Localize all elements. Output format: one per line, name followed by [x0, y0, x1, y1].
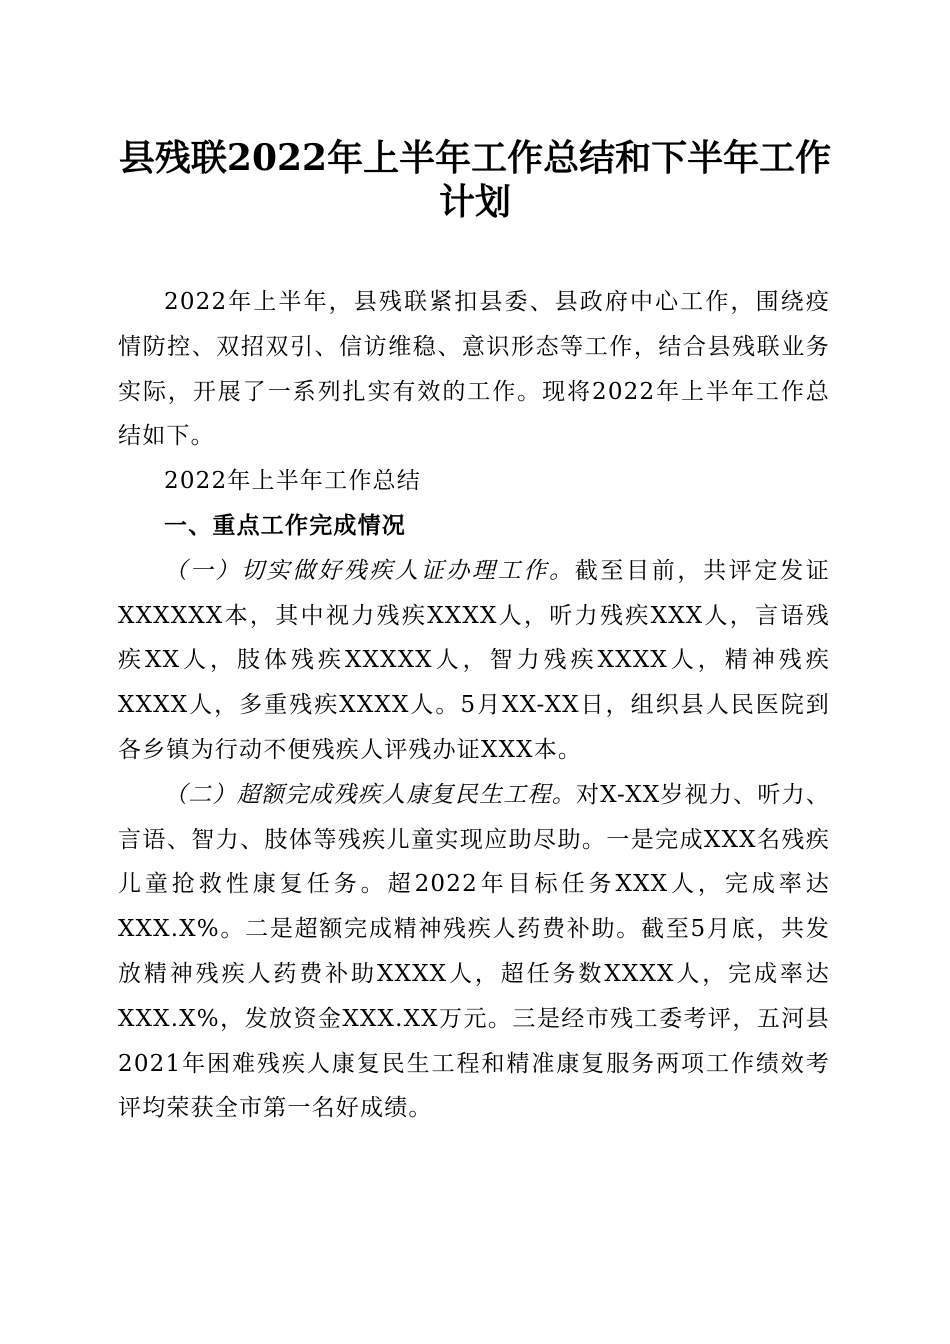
item-1-paragraph [118, 549, 830, 773]
title-line-1: 县残联2022年上半年工作总结和下半年工作 [118, 137, 832, 179]
title-line-2: 计划 [438, 181, 511, 223]
item-1-heading: （一）切实做好残疾人证办理工作。 [164, 557, 575, 584]
item-1-text: 截至目前，共评定发证XXXXXX本，其中视力残疾XXXX人，听力残疾XXX人，言语残疾XX人，肢体残疾XXXXX人，智力残疾XXXX人，精神残疾XXXX人，多重残疾XXXX人。5月XX-XX日，组织县人民医院到各乡镇为行动不便残疾人评残办证XXX本。 [118, 557, 830, 763]
item-2-text: 对X-XX岁视力、听力、言语、智力、肢体等残疾儿童实现应助尽助。一是完成XXX名残疾儿童抢救性康复任务。超2022年目标任务XXX人，完成率达XXX.X%。二是超额完成精神残疾人药费补助。截至5月底，共发放精神残疾人药费补助XXXX人，超任务数XXXX人，完成率达XXX.X%，发放资金XXX.XX万元。三是经市残工委考评，五河县2021年困难残疾人康复民生工程和精准康复服务两项工作绩效考评均荣获全市第一名好成绩。 [118, 781, 831, 1122]
section-1-heading: 一、重点工作完成情况 [164, 512, 406, 539]
intro-paragraph: 2022年上半年，县残联紧扣县委、县政府中心工作，围绕疫情防控、双招双引、信访维稳、意识形态等工作，结合县残联业务实际，开展了一系列扎实有效的工作。现将2022年上半年工作总结如下。 [118, 289, 830, 450]
document-body [118, 280, 830, 1131]
item-2-paragraph [118, 773, 830, 1131]
item-2-heading: （二）超额完成残疾人康复民生工程。 [164, 781, 577, 808]
summary-heading: 2022年上半年工作总结 [164, 468, 421, 495]
document-title [100, 136, 850, 224]
